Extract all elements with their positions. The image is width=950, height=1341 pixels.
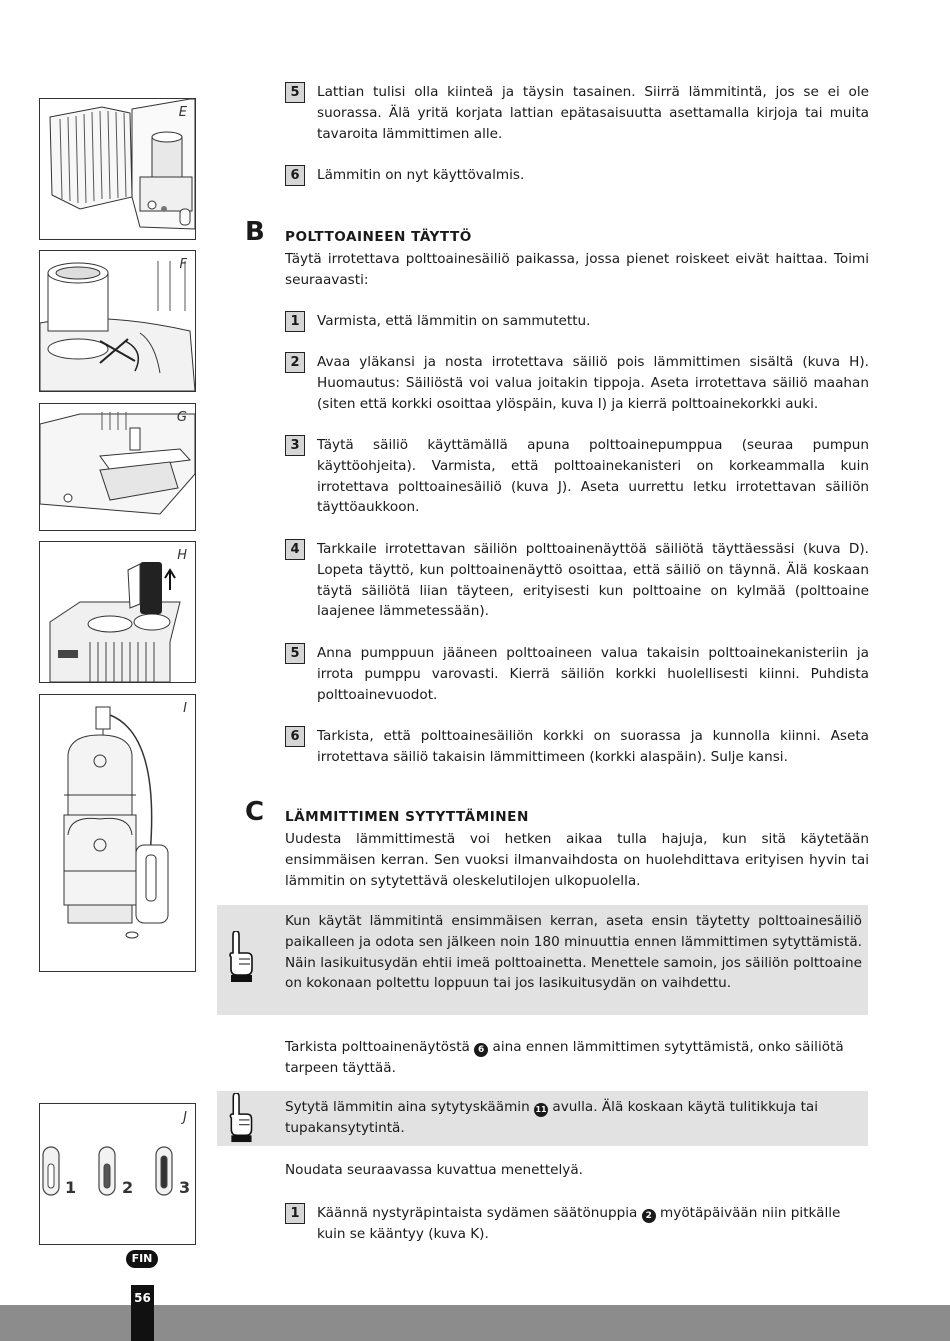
step-text: Lämmitin on nyt käyttövalmis. <box>317 167 525 183</box>
step-c-1-pre: Käännä nystyräpintaista sydämen säätönuppia <box>317 1205 638 1221</box>
section-b-title: POLTTOAINEEN TÄYTTÖ <box>285 229 472 245</box>
follow-procedure-text: Noudata seuraavassa kuvattua menettelyä. <box>285 1162 583 1178</box>
figure-g <box>39 403 196 531</box>
ignition-text-pre: Sytytä lämmitin aina sytytyskäämin <box>285 1099 530 1115</box>
step-text: Lattian tulisi olla kiinteä ja täysin tasainen. Siirrä lämmitintä, jos se ei ole suorassa. Älä yritä korjata lattian epätasaisuutta asettamalla kirjoja tai muita tavaroita lämmittimen alle. <box>317 84 869 142</box>
note-ignition <box>217 1091 868 1146</box>
step-text: Avaa yläkansi ja nosta irrotettava säiliö pois lämmittimen sisältä (kuva H). Huomautus: Säiliöstä voi valua joitakin tippoja. Aseta irrotettava säiliö maahan (siten että korkki osoittaa ylöspäin, kuva I) ja kierrä polttoainekorkki auki. <box>317 354 869 412</box>
figure-h <box>39 541 196 683</box>
figure-j <box>39 1103 196 1245</box>
section-b-intro: Täytä irrotettava polttoainesäiliö paikassa, jossa pienet roiskeet eivät haittaa. Toimi seuraavasti: <box>285 251 869 288</box>
step-text: Anna pumppuun jääneen polttoaineen valua takaisin polttoainekanisteriin ja irrota pumppu varovasti. Kierrä säiliön korkki huolellisesti kiinni. Puhdista polttoainevuodot. <box>317 645 869 703</box>
figure-i <box>39 694 196 972</box>
step-b-5 <box>285 643 869 705</box>
step-text: Täytä säiliö käyttämällä apuna polttoainepumppua (seuraa pumpun käyttöohjeita). Varmista, että polttoainekanisteri on korkeammalla kuin irrotettava polttoainesäiliö (kuva J). Aseta uurrettu letku irrotettavan säiliön täyttöaukkoon. <box>317 437 869 516</box>
figure-h-label: H <box>177 548 187 563</box>
step-b-6 <box>285 726 869 768</box>
ref-6-icon: 6 <box>474 1043 488 1057</box>
step-text: Tarkista, että polttoainesäiliön korkki on suorassa ja kunnolla kiinni. Aseta irrotettava säiliö takaisin lämmittimeen (korkki alaspäin). Sulje kansi. <box>317 728 869 765</box>
check-gauge-paragraph <box>285 1037 869 1079</box>
ref-2-icon: 2 <box>642 1209 656 1223</box>
step-number: 5 <box>285 82 305 103</box>
step-b-1 <box>285 311 869 332</box>
step-b-2 <box>285 352 869 414</box>
figure-j-label: J <box>183 1110 187 1125</box>
pointing-hand-icon <box>225 1093 255 1143</box>
step-number: 6 <box>285 726 305 747</box>
ref-11-icon: 11 <box>534 1103 548 1117</box>
figure-i-label: I <box>183 701 187 716</box>
section-c-intro: Uudesta lämmittimestä voi hetken aikaa tulla hajuja, kun sitä käytetään ensimmäisen kerran. Sen vuoksi ilmanvaihdosta on huolehdittava erityisen hyvin tai lämmitin on sytytettävä oleskelutilojen ulkopuolella. <box>285 831 869 889</box>
figure-e-label: E <box>178 105 187 120</box>
section-c-letter: C <box>245 797 265 827</box>
section-b-letter: B <box>245 217 265 247</box>
check-text-post: aina ennen lämmittimen sytyttämistä, onko säiliötä tarpeen täyttää. <box>285 1039 844 1076</box>
figure-f <box>39 250 196 392</box>
note-first-use <box>217 905 868 1015</box>
step-a-6 <box>285 165 869 186</box>
step-number: 1 <box>285 311 305 332</box>
gauge-label-2: 2 <box>122 1178 134 1197</box>
note-first-use-text: Kun käytät lämmitintä ensimmäisen kerran, aseta ensin täytetty polttoainesäiliö paikalleen ja odota sen jälkeen noin 180 minuuttia ennen lämmittimen sytyttämistä. Näin lasikuitusydän ehtii imeä polttoainetta. Menettele samoin, jos säiliön polttoaine on kokonaan poltettu loppuun tai jos lasikuitusydän on vaihdettu. <box>285 913 862 992</box>
step-b-3 <box>285 435 869 518</box>
pointing-hand-icon <box>225 931 255 983</box>
step-number: 4 <box>285 539 305 560</box>
step-number: 3 <box>285 435 305 456</box>
note-ignition-text <box>285 1097 862 1139</box>
step-text <box>317 1203 869 1245</box>
step-a-5 <box>285 82 869 144</box>
gauge-label-3: 3 <box>179 1178 191 1197</box>
step-number: 1 <box>285 1203 305 1224</box>
ignition-text-post: avulla. Älä koskaan käytä tulitikkuja tai tupakansytytintä. <box>285 1099 819 1136</box>
gauge-label-1: 1 <box>65 1178 77 1197</box>
step-number: 6 <box>285 165 305 186</box>
figure-f-label: F <box>179 257 187 272</box>
step-b-4 <box>285 539 869 622</box>
language-badge: FIN <box>126 1250 158 1268</box>
figure-g-label: G <box>176 410 187 425</box>
step-text: Varmista, että lämmitin on sammutettu. <box>317 313 591 329</box>
step-text: Tarkkaile irrotettavan säiliön polttoainenäyttöä säiliötä täyttäessäsi (kuva D). Lopeta täyttö, kun polttoainenäyttö osoittaa, että säiliö on täynnä. Älä koskaan täytä säiliötä liian täyteen, erityisesti kun polttoaine on kylmää (polttoaine laajenee lämmetessään). <box>317 541 869 620</box>
step-c-1-post: myötäpäivään niin pitkälle kuin se kääntyy (kuva K). <box>317 1205 841 1242</box>
section-c-title: LÄMMITTIMEN SYTYTTÄMINEN <box>285 809 529 825</box>
check-text-pre: Tarkista polttoainenäytöstä <box>285 1039 470 1055</box>
figure-e <box>39 98 196 240</box>
step-c-1 <box>285 1203 869 1245</box>
step-number: 2 <box>285 352 305 373</box>
page-number: 56 <box>134 1291 151 1305</box>
step-number: 5 <box>285 643 305 664</box>
